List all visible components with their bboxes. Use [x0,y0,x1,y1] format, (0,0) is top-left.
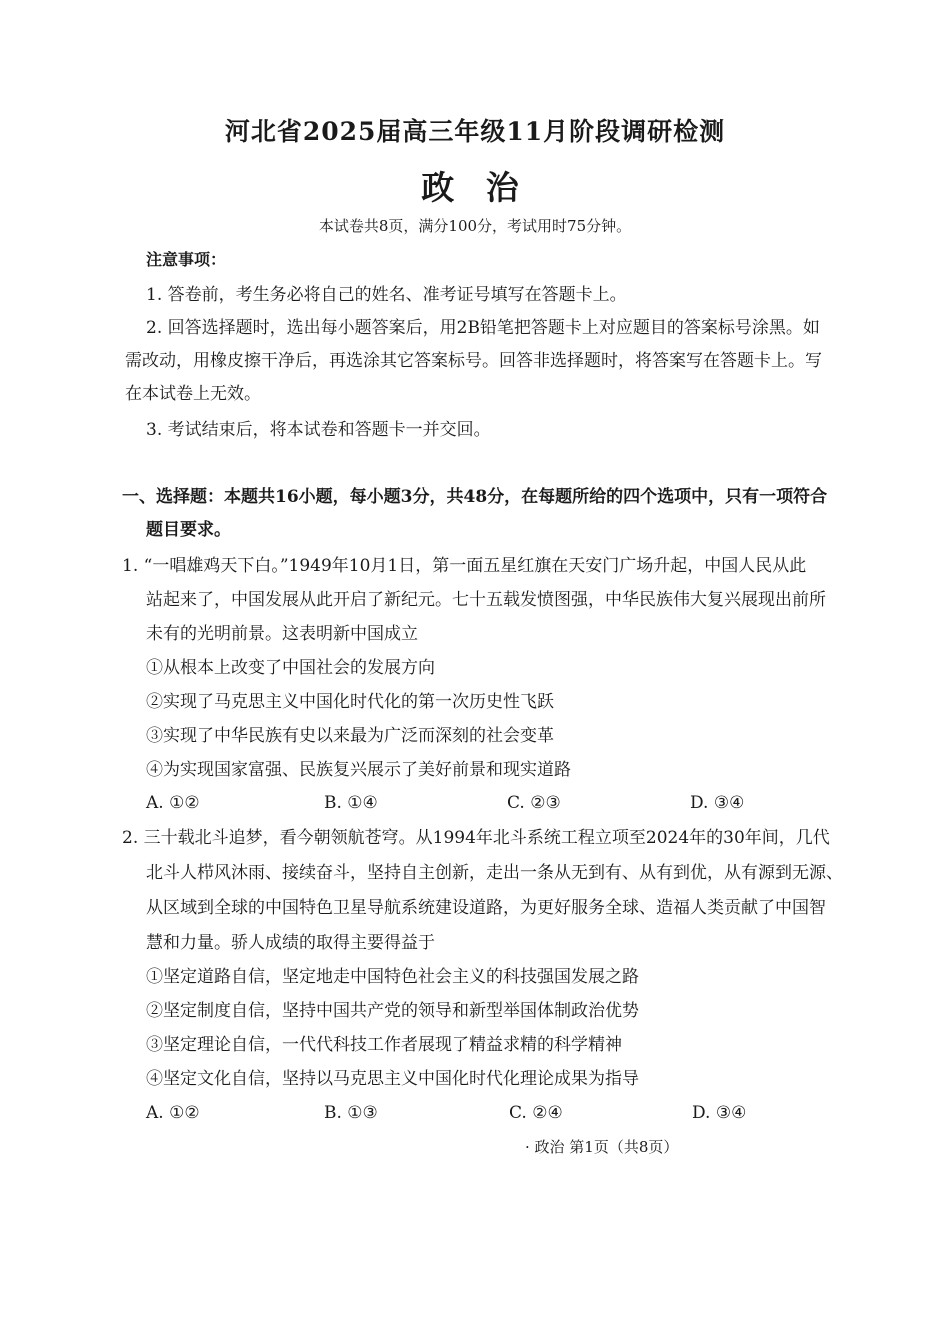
q1-statement-4: ④为实现国家富强、民族复兴展示了美好前景和现实道路 [146,760,571,780]
q2-choice-c: C. ②④ [509,1103,563,1123]
q1-statement-2: ②实现了马克思主义中国化时代化的第一次历史性飞跃 [146,692,554,712]
q1-choice-b: B. ①④ [324,793,378,813]
notice-heading: 注意事项： [146,250,227,269]
q2-choice-b: B. ①③ [324,1103,378,1123]
q2-statement-2: ②坚定制度自信，坚持中国共产党的领导和新型举国体制政治优势 [146,1001,639,1021]
q2-statement-3: ③坚定理论自信，一代代科技工作者展现了精益求精的科学精神 [146,1035,622,1055]
exam-title: 河北省2025届高三年级11月阶段调研检测 [224,117,726,146]
q1-statement-3: ③实现了中华民族有史以来最为广泛而深刻的社会变革 [146,726,554,746]
q1-choice-c: C. ②③ [507,793,561,813]
q2-choice-d: D. ③④ [692,1103,747,1123]
notice-item-2-line-3: 在本试卷上无效。 [125,384,261,404]
q1-choice-d: D. ③④ [690,793,745,813]
q2-stem-line-3: 从区域到全球的中国特色卫星导航系统建设道路，为更好服务全球、造福人类贡献了中国智 [146,898,826,918]
q2-stem-line-2: 北斗人栉风沐雨、接续奋斗，坚持自主创新，走出一条从无到有、从有到优，从有源到无源、 [146,863,843,883]
q1-choice-a: A. ①② [146,793,200,813]
q1-stem-line-2: 站起来了，中国发展从此开启了新纪元。七十五载发愤图强，中华民族伟大复兴展现出前所 [146,590,826,610]
q2-statement-4: ④坚定文化自信，坚持以马克思主义中国化时代化理论成果为指导 [146,1069,639,1089]
page-footer: · 政治 第1页（共8页） [525,1138,679,1156]
section-heading-line-1: 一、选择题：本题共16小题，每小题3分，共48分，在每题所给的四个选项中，只有一项符合 [122,487,828,507]
q1-statement-1: ①从根本上改变了中国社会的发展方向 [146,658,435,678]
q2-choice-a: A. ①② [146,1103,200,1123]
q1-stem-line-1: 1. “一唱雄鸡天下白。”1949年10月1日，第一面五星红旗在天安门广场升起，中国人民从此 [122,556,807,576]
q2-stem-line-1: 2. 三十载北斗追梦，看今朝领航苍穹。从1994年北斗系统工程立项至2024年的30年间，几代 [122,828,830,848]
notice-item-1: 1. 答卷前，考生务必将自己的姓名、准考证号填写在答题卡上。 [146,285,627,305]
subject-title: 政 治 [421,168,529,207]
exam-info: 本试卷共8页，满分100分，考试用时75分钟。 [318,217,632,235]
section-heading-line-2: 题目要求。 [146,520,231,540]
q1-stem-line-3: 未有的光明前景。这表明新中国成立 [146,624,418,644]
notice-item-2-line-1: 2. 回答选择题时，选出每小题答案后，用2B铅笔把答题卡上对应题目的答案标号涂黑。如 [146,318,820,338]
notice-item-2-line-2: 需改动，用橡皮擦干净后，再选涂其它答案标号。回答非选择题时，将答案写在答题卡上。写 [125,351,822,371]
q2-stem-line-4: 慧和力量。骄人成绩的取得主要得益于 [146,933,435,953]
notice-item-3: 3. 考试结束后，将本试卷和答题卡一并交回。 [146,420,491,440]
q2-statement-1: ①坚定道路自信，坚定地走中国特色社会主义的科技强国发展之路 [146,967,639,987]
